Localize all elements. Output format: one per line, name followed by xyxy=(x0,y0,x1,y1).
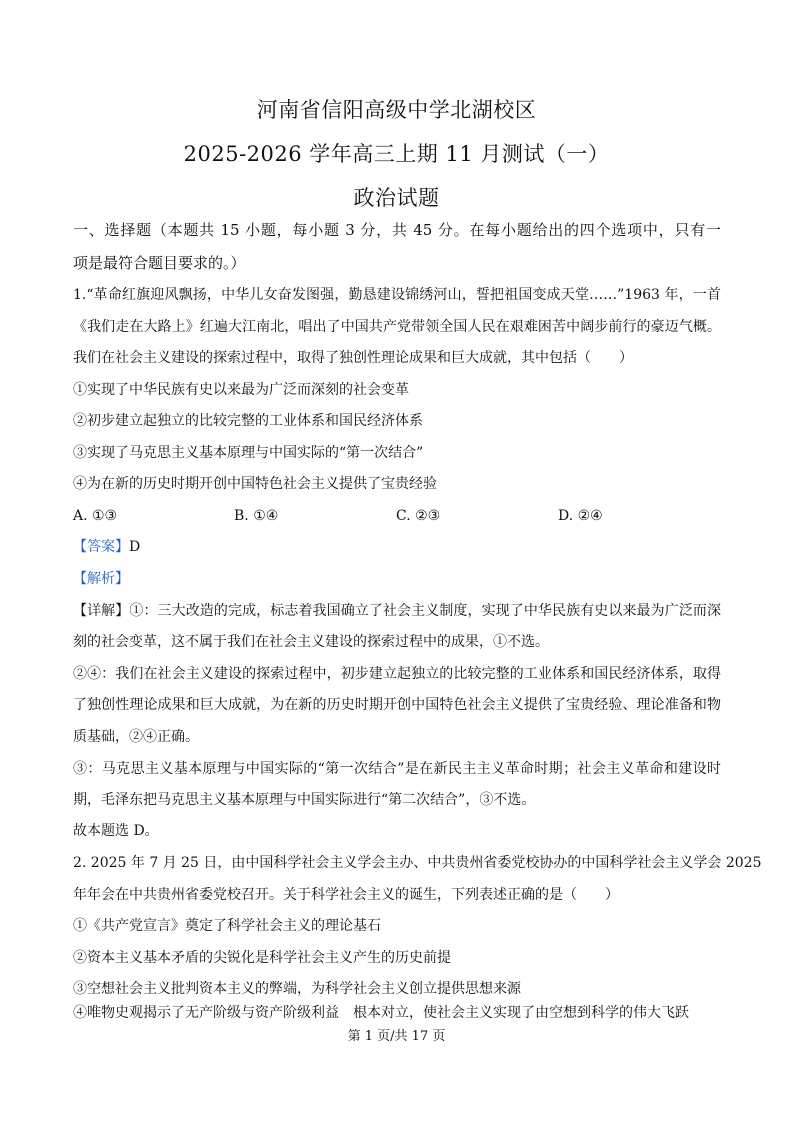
q2-item-1: ①《共产党宣言》奠定了科学社会主义的理论基石 xyxy=(73,918,381,934)
q2-item-4: ④唯物史观揭示了无产阶级与资产阶级利益 根本对立，使社会主义实现了由空想到科学的伟大飞跃 xyxy=(73,1005,689,1021)
q1-item-4: ④为在新的历史时期开创中国特色社会主义提供了宝贵经验 xyxy=(73,476,437,492)
q2-item-2: ②资本主义基本矛盾的尖锐化是科学社会主义产生的历史前提 xyxy=(73,950,451,966)
q2-stem-line2: 年年会在中共贵州省委党校召开。关于科学社会主义的诞生，下列表述正确的是（ ） xyxy=(73,887,619,903)
q1-detail-line3: ②④：我们在社会主义建设的探索过程中，初步建立起独立的比较完整的工业体系和国民经济体系，取得 xyxy=(73,666,721,682)
answer-tag: 【答案】 xyxy=(73,539,129,555)
q1-option-b: B. ①④ xyxy=(234,508,279,524)
detail-text: ①：三大改造的完成，标志着我国确立了社会主义制度，实现了中华民族有史以来最为广泛而深 xyxy=(129,603,722,619)
detail-tag: 【详解】 xyxy=(73,603,130,619)
school-title: 河南省信阳高级中学北湖校区 xyxy=(256,98,537,122)
q1-detail-line8: 故本题选 D。 xyxy=(73,823,159,839)
q1-stem-line3: 我们在社会主义建设的探索过程中，取得了独创性理论成果和巨大成就，其中包括（ ） xyxy=(73,350,633,366)
q1-option-d: D. ②④ xyxy=(558,508,603,524)
q1-detail-line2: 刻的社会变革，这不属于我们在社会主义建设的探索过程中的成果，①不选。 xyxy=(73,634,549,650)
q1-stem-line1: 1.“革命红旗迎风飘扬，中华儿女奋发图强，勤恳建设锦绣河山，誓把祖国变成天堂……”1963 年，一首 xyxy=(73,287,721,303)
page-footer: 第 1 页/共 17 页 xyxy=(347,1029,446,1044)
q1-item-3: ③实现了马克思主义基本原理与中国实际的“第一次结合” xyxy=(73,445,424,461)
q1-detail-line7: 期，毛泽东把马克思主义基本原理与中国实际进行“第二次结合”，③不选。 xyxy=(73,792,536,808)
q1-answer xyxy=(73,539,140,555)
answer-value: D xyxy=(129,539,141,555)
q1-analysis-heading xyxy=(73,571,129,587)
section-heading-line1: 一、选择题（本题共 15 小题，每小题 3 分，共 45 分。在每小题给出的四个选项中，只有一 xyxy=(73,221,721,239)
subject-title: 政治试题 xyxy=(353,186,440,210)
analysis-tag: 【解析】 xyxy=(73,571,129,587)
q1-detail-line6: ③：马克思主义基本原理与中国实际的“第一次结合”是在新民主主义革命时期；社会主义革命和建设时 xyxy=(73,761,721,777)
q1-item-1: ①实现了中华民族有史以来最为广泛而深刻的社会变革 xyxy=(73,382,409,398)
q2-stem-line1: 2. 2025 年 7 月 25 日，由中国科学社会主义学会主办、中共贵州省委党校协办的中国科学社会主义学会 2025 xyxy=(73,855,762,871)
q1-detail-line1 xyxy=(73,603,721,619)
q1-option-c: C. ②③ xyxy=(396,508,441,524)
q2-item-3: ③空想社会主义批判资本主义的弊端，为科学社会主义创立提供思想来源 xyxy=(73,981,521,997)
q1-item-2: ②初步建立起独立的比较完整的工业体系和国民经济体系 xyxy=(73,413,423,429)
q1-option-a: A. ①③ xyxy=(73,508,118,524)
q1-stem-line2: 《我们走在大路上》红遍大江南北，唱出了中国共产党带领全国人民在艰难困苦中阔步前行的豪迈气概。 xyxy=(73,319,721,335)
section-heading-line2: 项是最符合题目要求的。） xyxy=(73,254,246,272)
exam-title: 2025-2026 学年高三上期 11 月测试（一） xyxy=(183,142,610,166)
q1-detail-line4: 了独创性理论成果和巨大成就，为在新的历史时期开创中国特色社会主义提供了宝贵经验、理论准备和物 xyxy=(73,697,721,713)
q1-detail-line5: 质基础，②④正确。 xyxy=(73,729,199,745)
